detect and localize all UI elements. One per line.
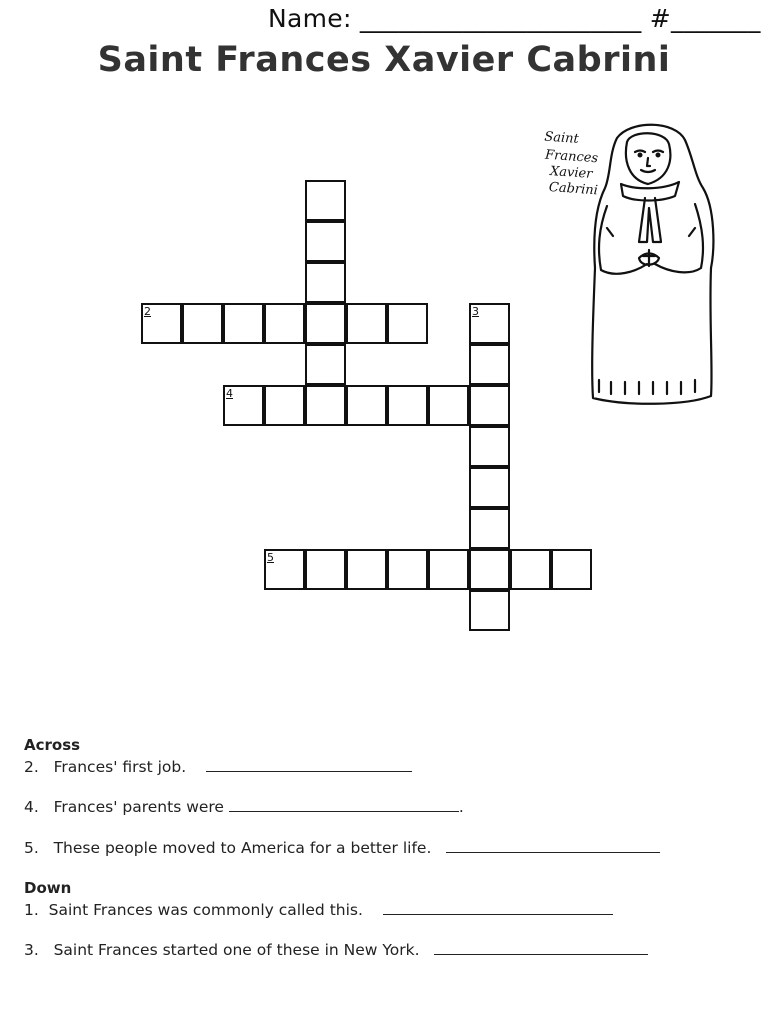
answer-blank[interactable] (206, 757, 412, 772)
crossword-cell[interactable] (346, 549, 387, 590)
crossword-cell[interactable] (469, 590, 510, 631)
clue-text: Saint Frances started one of these in New York. (53, 941, 420, 959)
name-number-line[interactable]: Name: ______________________ #_______ (268, 4, 761, 33)
clue-number-3: 3 (472, 305, 479, 318)
clue-number-5: 5 (267, 551, 274, 564)
clue-across-5 (24, 838, 660, 857)
across-heading: Across (24, 736, 81, 754)
crossword-cell[interactable] (223, 303, 264, 344)
clue-across-4: 4. Frances' parents were . (24, 798, 464, 816)
clue-across-2 (24, 757, 412, 776)
clue-number-4: 4 (226, 387, 233, 400)
crossword-cell[interactable] (305, 221, 346, 262)
crossword-cell[interactable] (469, 426, 510, 467)
answer-blank[interactable] (383, 900, 613, 915)
crossword-cell[interactable] (469, 385, 510, 426)
caption-line: Frances (544, 147, 599, 167)
crossword-cell[interactable] (141, 303, 182, 344)
crossword-cell[interactable] (469, 467, 510, 508)
crossword-cell[interactable] (305, 303, 346, 344)
crossword-cell[interactable] (346, 385, 387, 426)
clue-text: Frances' first job. (53, 758, 187, 776)
crossword-cell[interactable] (428, 549, 469, 590)
crossword-cell[interactable] (305, 549, 346, 590)
crossword-cell[interactable] (305, 385, 346, 426)
crossword-cell[interactable] (469, 344, 510, 385)
crossword-cell[interactable] (469, 549, 510, 590)
crossword-cell[interactable] (387, 549, 428, 590)
crossword-cell[interactable] (223, 385, 264, 426)
crossword-cell[interactable] (182, 303, 223, 344)
clue-down-3 (24, 940, 648, 959)
clue-number: 2. (24, 758, 39, 776)
clue-number-2: 2 (144, 305, 151, 318)
down-heading: Down (24, 879, 72, 897)
clue-text: Saint Frances was commonly called this. (48, 901, 363, 919)
crossword-cell[interactable] (387, 385, 428, 426)
saint-cabrini-illustration (535, 118, 725, 418)
caption-line: Cabrini (548, 179, 599, 199)
crossword-cell[interactable] (264, 385, 305, 426)
crossword-cell[interactable] (428, 385, 469, 426)
crossword-cell[interactable] (305, 344, 346, 385)
crossword-cell[interactable] (469, 508, 510, 549)
worksheet-title: Saint Frances Xavier Cabrini (97, 40, 671, 80)
crossword-cell[interactable] (469, 303, 510, 344)
answer-blank[interactable] (229, 797, 459, 812)
crossword-cell[interactable] (387, 303, 428, 344)
crossword-cell[interactable] (346, 303, 387, 344)
clue-number: 5. (24, 839, 39, 857)
crossword-cell[interactable] (551, 549, 592, 590)
crossword-cell[interactable] (305, 180, 346, 221)
clue-text: These people moved to America for a better life. (53, 839, 432, 857)
crossword-cell[interactable] (510, 549, 551, 590)
clue-number: 4. (24, 798, 39, 816)
caption-line: Xavier (549, 164, 593, 182)
clue-number: 3. (24, 941, 39, 959)
caption-line: Saint (543, 129, 580, 147)
clue-number: 1. (24, 901, 39, 919)
clue-text: Frances' parents were (53, 798, 224, 816)
crossword-cell[interactable] (264, 303, 305, 344)
crossword-cell[interactable] (305, 262, 346, 303)
answer-blank[interactable] (446, 838, 660, 853)
clue-down-1 (24, 900, 613, 919)
answer-blank[interactable] (434, 940, 648, 955)
crossword-cell[interactable] (264, 549, 305, 590)
